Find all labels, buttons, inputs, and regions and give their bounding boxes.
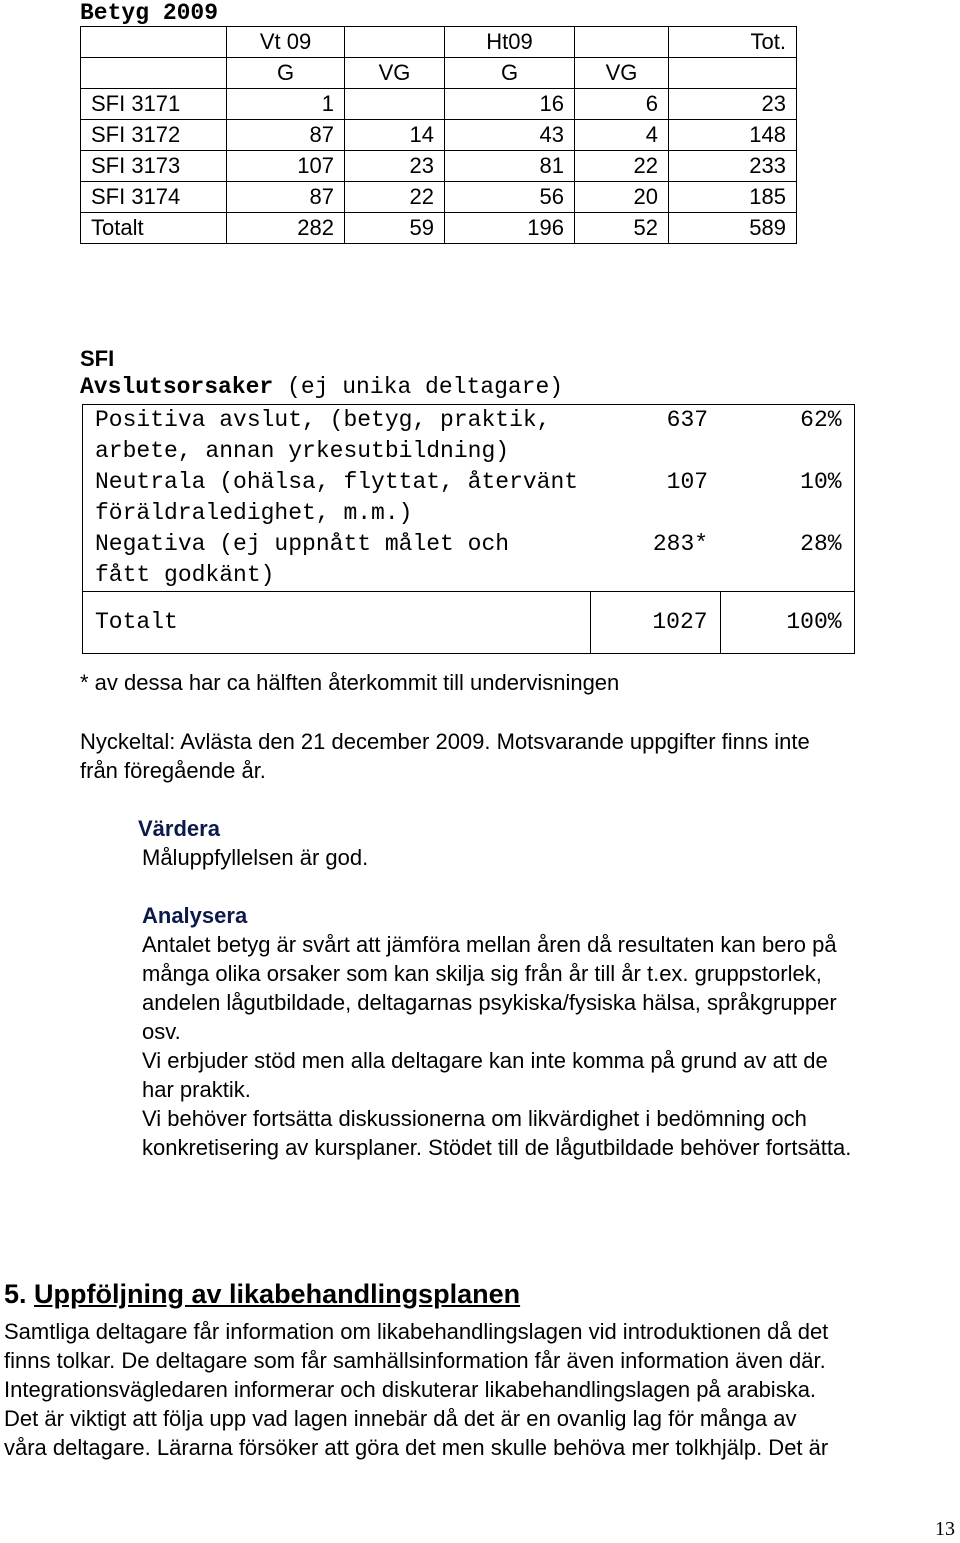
- reasons-total-row: [83, 592, 855, 654]
- analysera-line: har praktik.: [142, 1077, 251, 1102]
- grades-cell: Vt 09: [227, 27, 345, 58]
- reason-label-line: Positiva avslut, (betyg, praktik,: [95, 407, 551, 433]
- reason-percent: 100%: [720, 592, 854, 654]
- reasons-title: [80, 372, 563, 402]
- grades-row: [81, 151, 797, 182]
- grades-cell: 81: [445, 151, 575, 182]
- grades-row-label: SFI 3172: [81, 120, 227, 151]
- grades-cell: 20: [575, 182, 669, 213]
- grades-cell: G: [445, 58, 575, 89]
- reasons-table: [82, 404, 855, 654]
- reason-label: [83, 467, 591, 529]
- grades-cell: Tot.: [669, 27, 797, 58]
- grades-subheader-row: [81, 58, 797, 89]
- grades-header-row: [81, 27, 797, 58]
- reasons-row: [83, 405, 855, 468]
- grades-row-label: [81, 58, 227, 89]
- reason-label: [83, 405, 591, 468]
- grades-cell: 233: [669, 151, 797, 182]
- analysera-line: många olika orsaker som kan skilja sig från år till år t.ex. gruppstorlek,: [142, 961, 822, 986]
- reason-label-line: arbete, annan yrkesutbildning): [95, 438, 510, 464]
- grades-cell: 43: [445, 120, 575, 151]
- grades-cell: [345, 27, 445, 58]
- analysera-line: konkretisering av kursplaner. Stödet till de lågutbildade behöver fortsätta.: [142, 1135, 852, 1160]
- section-heading: [4, 1276, 520, 1312]
- reason-count: 1027: [590, 592, 720, 654]
- grades-table: [80, 26, 797, 244]
- reason-count: 283*: [590, 529, 720, 592]
- grades-cell: 589: [669, 213, 797, 244]
- reason-count: 637: [590, 405, 720, 468]
- reasons-row: [83, 529, 855, 592]
- analysera-line: Vi behöver fortsätta diskussionerna om likvärdighet i bedömning och: [142, 1106, 807, 1131]
- grades-cell: 22: [575, 151, 669, 182]
- grades-row-label: SFI 3171: [81, 89, 227, 120]
- grades-cell: 16: [445, 89, 575, 120]
- footnote: * av dessa har ca hälften återkommit till undervisningen: [80, 670, 620, 695]
- grades-cell: 22: [345, 182, 445, 213]
- vardera-title: Värdera: [138, 816, 220, 841]
- reason-label-line: Negativa (ej uppnått målet och: [95, 531, 510, 557]
- reason-label-line: föräldraledighet, m.m.): [95, 500, 413, 526]
- grades-cell: VG: [575, 58, 669, 89]
- grades-row-label: [81, 27, 227, 58]
- grades-cell: Ht09: [445, 27, 575, 58]
- section5-line: Samtliga deltagare får information om likabehandlingslagen vid introduktionen då det: [4, 1319, 829, 1344]
- grades-cell: 23: [669, 89, 797, 120]
- grades-cell: 196: [445, 213, 575, 244]
- grades-row-label: SFI 3174: [81, 182, 227, 213]
- grades-row-label: Totalt: [81, 213, 227, 244]
- reason-label-line: fått godkänt): [95, 562, 275, 588]
- grades-row: [81, 182, 797, 213]
- section5-line: Det är viktigt att följa upp vad lagen innebär då det är en ovanlig lag för många av: [4, 1406, 797, 1431]
- grades-cell: VG: [345, 58, 445, 89]
- grades-row: [81, 213, 797, 244]
- vardera-text: Måluppfyllelsen är god.: [142, 845, 369, 870]
- grades-row: [81, 89, 797, 120]
- grades-row: [81, 120, 797, 151]
- section5-line: våra deltagare. Lärarna försöker att göra det men skulle behöva mer tolkhjälp. Det är: [4, 1435, 829, 1460]
- grades-cell: 1: [227, 89, 345, 120]
- reason-percent: 28%: [720, 529, 854, 592]
- grades-cell: 52: [575, 213, 669, 244]
- reasons-title-rest: (ej unika deltagare): [273, 374, 564, 400]
- reasons-title-bold: Avslutsorsaker: [80, 374, 274, 400]
- nyckeltal-line: från föregående år.: [80, 758, 266, 783]
- grades-cell: 56: [445, 182, 575, 213]
- grades-cell: 185: [669, 182, 797, 213]
- grades-cell: 6: [575, 89, 669, 120]
- grades-cell: [345, 89, 445, 120]
- reason-label: [83, 592, 591, 654]
- grades-cell: [575, 27, 669, 58]
- reason-label-line: Totalt: [95, 609, 178, 635]
- grades-cell: 23: [345, 151, 445, 182]
- reason-count: 107: [666, 469, 709, 495]
- grades-cell: 87: [227, 120, 345, 151]
- grades-cell: G: [227, 58, 345, 89]
- grades-cell: [669, 58, 797, 89]
- section-title: Uppföljning av likabehandlingsplanen: [34, 1279, 521, 1309]
- grades-cell: 282: [227, 213, 345, 244]
- analysera-paragraph: [142, 930, 851, 1162]
- grades-cell: 14: [345, 120, 445, 151]
- analysera-line: Antalet betyg är svårt att jämföra mellan åren då resultaten kan bero på: [142, 932, 837, 957]
- grades-row-label: SFI 3173: [81, 151, 227, 182]
- nyckeltal-line: Nyckeltal: Avlästa den 21 december 2009. Motsvarande uppgifter finns inte: [80, 729, 810, 754]
- grades-cell: 148: [669, 120, 797, 151]
- sfi-label: SFI: [80, 346, 115, 371]
- reason-label-line: Neutrala (ohälsa, flyttat, återvänt: [95, 469, 579, 495]
- grades-cell: 107: [227, 151, 345, 182]
- grades-cell: 4: [575, 120, 669, 151]
- section5-line: Integrationsvägledaren informerar och diskuterar likabehandlingslagen på arabiska.: [4, 1377, 817, 1402]
- analysera-line: Vi erbjuder stöd men alla deltagare kan inte komma på grund av att de: [142, 1048, 828, 1073]
- grades-cell: 59: [345, 213, 445, 244]
- reason-percent: 62%: [720, 405, 854, 468]
- reasons-row: [83, 467, 855, 529]
- section-number: 5.: [4, 1279, 27, 1309]
- page-number: 13: [935, 1518, 955, 1540]
- grades-cell: 87: [227, 182, 345, 213]
- analysera-line: osv.: [142, 1019, 181, 1044]
- section5-paragraph: [4, 1317, 828, 1462]
- section5-line: finns tolkar. De deltagare som får samhällsinformation får även information även där.: [4, 1348, 826, 1373]
- nyckeltal-paragraph: [80, 727, 810, 785]
- analysera-title: Analysera: [142, 903, 248, 928]
- reason-percent: 10%: [720, 467, 854, 529]
- analysera-line: andelen lågutbildade, deltagarnas psykiska/fysiska hälsa, språkgrupper: [142, 990, 837, 1015]
- page-heading: Betyg 2009: [80, 0, 219, 26]
- reason-label: [83, 529, 591, 592]
